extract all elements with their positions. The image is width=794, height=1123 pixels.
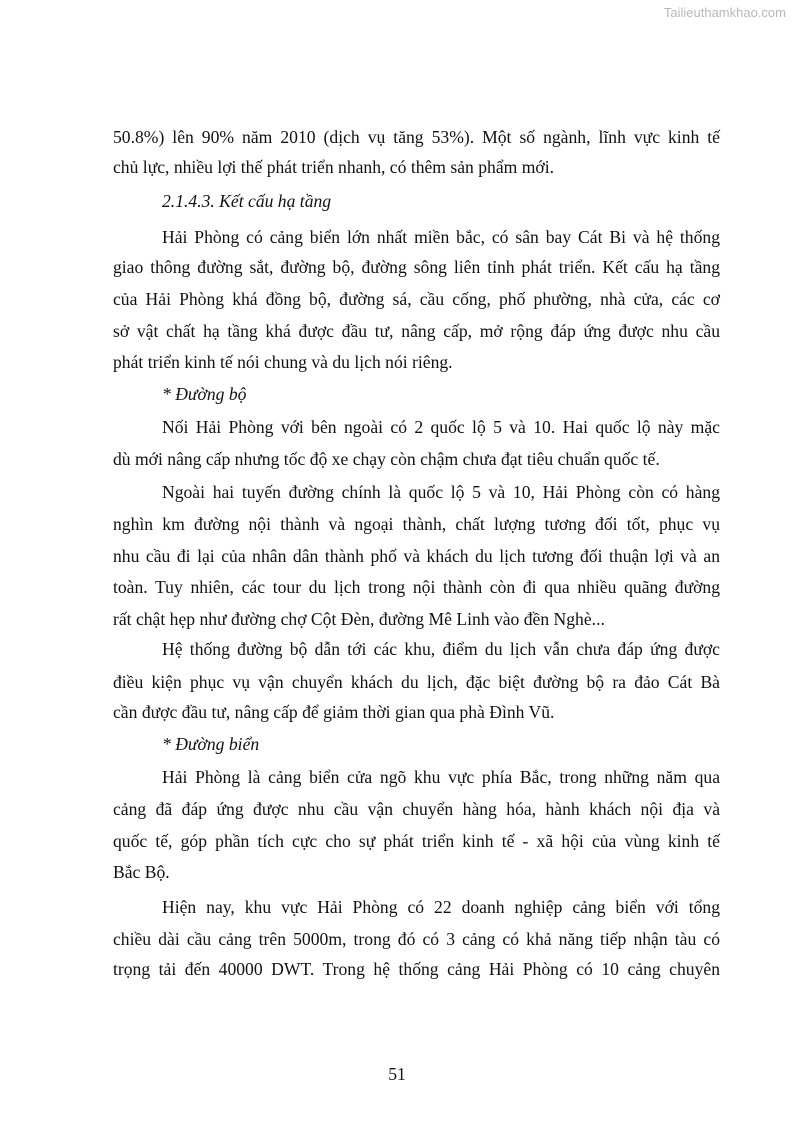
text-line: cần được đầu tư, nâng cấp để giảm thời gian qua phà Đình Vũ.: [113, 702, 555, 722]
text-line: rất chật hẹp như đường chợ Cột Đèn, đường Mê Linh vào đền Nghè...: [113, 609, 605, 629]
text-line: phát triển kinh tế nói chung và du lịch nói riêng.: [113, 352, 453, 372]
text-line: điều kiện phục vụ vận chuyển khách du lịch, đặc biệt đường bộ ra đảo Cát Bà: [113, 672, 720, 692]
text-line: Ngoài hai tuyến đường chính là quốc lộ 5 và 10, Hải Phòng còn có hàng: [162, 482, 720, 502]
text-line: chiều dài cầu cảng trên 5000m, trong đó có 3 cảng có khả năng tiếp nhận tàu có: [113, 929, 720, 949]
text-line: quốc tế, góp phần tích cực cho sự phát triển kinh tế - xã hội của vùng kinh tế: [113, 831, 720, 851]
text-line: trọng tải đến 40000 DWT. Trong hệ thống cảng Hải Phòng có 10 cảng chuyên: [113, 959, 720, 979]
text-line: Hiện nay, khu vực Hải Phòng có 22 doanh nghiệp cảng biển với tổng: [162, 897, 720, 917]
section-heading: 2.1.4.3. Kết cấu hạ tầng: [162, 191, 332, 211]
text-line: giao thông đường sắt, đường bộ, đường sông liên tỉnh phát triển. Kết cấu hạ tầng: [113, 257, 720, 277]
text-line: Hệ thống đường bộ dẫn tới các khu, điểm du lịch vẫn chưa đáp ứng được: [162, 639, 720, 659]
watermark: Tailieuthamkhao.com: [663, 5, 786, 20]
text-line: Nối Hải Phòng với bên ngoài có 2 quốc lộ 5 và 10. Hai quốc lộ này mặc: [162, 417, 720, 437]
section-heading: * Đường biển: [162, 734, 260, 754]
text-line: toàn. Tuy nhiên, các tour du lịch trong nội thành còn đi qua nhiều quãng đường: [113, 577, 720, 597]
text-line: dù mới nâng cấp nhưng tốc độ xe chạy còn chậm chưa đạt tiêu chuẩn quốc tế.: [113, 449, 660, 469]
text-line: 50.8%) lên 90% năm 2010 (dịch vụ tăng 53%). Một số ngành, lĩnh vực kinh tế: [113, 127, 720, 147]
text-line: nghìn km đường nội thành và ngoại thành, chất lượng tương đối tốt, phục vụ: [113, 514, 720, 534]
text-line: chủ lực, nhiều lợi thế phát triển nhanh, có thêm sản phẩm mới.: [113, 157, 555, 177]
section-heading: * Đường bộ: [162, 384, 247, 404]
text-line: Hải Phòng là cảng biển cửa ngõ khu vực phía Bắc, trong những năm qua: [162, 767, 720, 787]
text-line: cảng đã đáp ứng được nhu cầu vận chuyển hàng hóa, hành khách nội địa và: [113, 799, 720, 819]
text-line: sở vật chất hạ tầng khá được đầu tư, nâng cấp, mở rộng đáp ứng được nhu cầu: [113, 321, 720, 341]
text-line: nhu cầu đi lại của nhân dân thành phố và khách du lịch tương đối thuận lợi và an: [113, 546, 720, 566]
page-number: 51: [388, 1064, 406, 1084]
text-line: của Hải Phòng khá đồng bộ, đường sá, cầu cống, phố phường, nhà cửa, các cơ: [113, 289, 720, 309]
text-line: Hải Phòng có cảng biển lớn nhất miền bắc, có sân bay Cát Bi và hệ thống: [162, 227, 720, 247]
text-line: Bắc Bộ.: [113, 862, 170, 882]
